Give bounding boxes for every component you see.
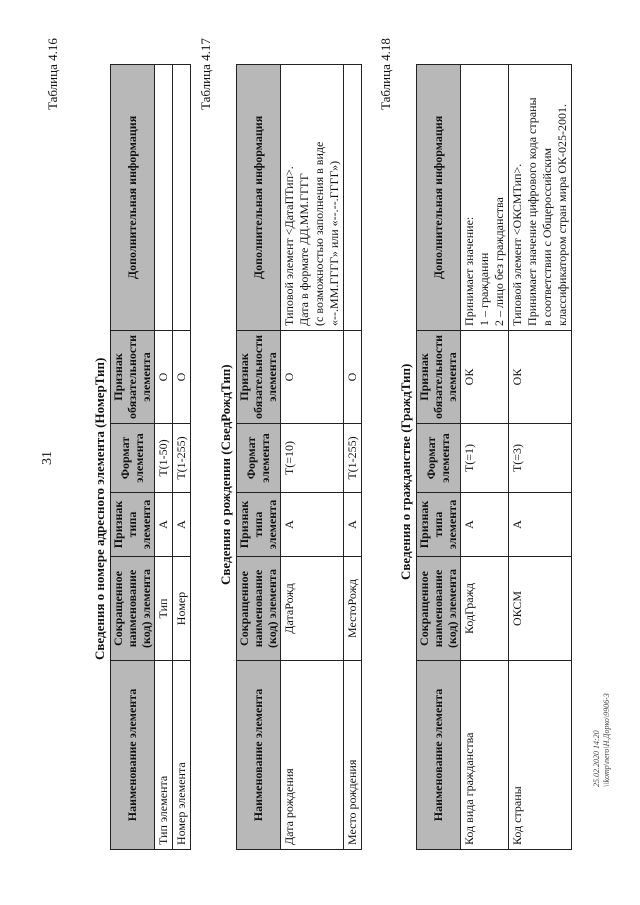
print-stamp — [592, 693, 612, 787]
cell-code: Номер — [173, 557, 191, 661]
table-label: Таблица 4.18 — [378, 38, 393, 110]
cell-format: Т(1-255) — [344, 424, 362, 493]
cell-name: Место рождения — [344, 661, 362, 850]
col-header-code: Сокращенное наименование (код) элемента — [111, 557, 155, 661]
cell-type: А — [461, 493, 509, 557]
info-line: в соответствии с Общероссийским — [540, 147, 555, 326]
cell-info — [509, 64, 572, 330]
cell-info — [344, 64, 362, 330]
cell-code: КодГражд — [461, 557, 509, 661]
cell-type: А — [509, 493, 572, 557]
cell-type: А — [155, 493, 173, 557]
col-header-format: Формат элемента — [111, 424, 155, 493]
cell-format: Т(=1) — [461, 424, 509, 493]
info-line: 2 – лицо без гражданства — [492, 197, 507, 326]
stamp-line: 25.02.2020 14:20 — [592, 730, 601, 787]
table-title: Сведения о гражданстве (ГраждТип) — [398, 363, 413, 580]
cell-name: Код страны — [509, 661, 572, 850]
cell-required: О — [155, 330, 173, 423]
table-title: Сведения о номере адресного элемента (НомерТип) — [92, 357, 107, 660]
col-header-format: Формат элемента — [417, 424, 461, 493]
col-header-code: Сокращенное наименование (код) элемента — [417, 557, 461, 661]
cell-code: МестоРожд — [344, 557, 362, 661]
table-row — [461, 64, 509, 849]
cell-name: Номер элемента — [173, 661, 191, 850]
cell-info — [281, 64, 344, 330]
cell-required: О — [344, 330, 362, 423]
col-header-required: Признак обязательности элемента — [111, 330, 155, 423]
col-header-required: Признак обязательности элемента — [237, 330, 281, 423]
info-line: Принимает значение: — [462, 216, 477, 326]
cell-code: ДатаРожд — [281, 557, 344, 661]
table-label: Таблица 4.16 — [45, 38, 60, 110]
cell-code: ОКСМ — [509, 557, 572, 661]
table-row — [173, 64, 191, 849]
cell-type: А — [281, 493, 344, 557]
table-row — [509, 64, 572, 849]
col-header-type: Признак типа элемента — [111, 493, 155, 557]
table-title: Сведения о рождении (СведРождТип) — [218, 364, 233, 585]
cell-name: Код вида гражданства — [461, 661, 509, 850]
info-line: «--.ММ.ГГГГ» или «--.--.ГГГГ») — [327, 160, 342, 326]
cell-required: ОК — [509, 330, 572, 423]
cell-format: Т(=3) — [509, 424, 572, 493]
col-header-name: Наименование элемента — [417, 661, 461, 850]
cell-format: Т(1-50) — [155, 424, 173, 493]
cell-required: О — [173, 330, 191, 423]
info-line: 1 – гражданин — [477, 252, 492, 326]
table-4-16 — [110, 64, 191, 850]
col-header-type: Признак типа элемента — [237, 493, 281, 557]
cell-required: О — [281, 330, 344, 423]
table-4-17 — [236, 64, 362, 850]
col-header-code: Сокращенное наименование (код) элемента — [237, 557, 281, 661]
info-line: классификатором стран мира ОК-025-2001. — [555, 103, 570, 326]
info-line: Дата в формате ДД.ММ.ГГГГ — [297, 173, 312, 326]
col-header-required: Признак обязательности элемента — [417, 330, 461, 423]
col-header-type: Признак типа элемента — [417, 493, 461, 557]
cell-name: Тип элемента — [155, 661, 173, 850]
cell-format: Т(1-255) — [173, 424, 191, 493]
info-line: Типовой элемент <ОКСМТип>. — [510, 163, 525, 326]
info-line: (с возможностью заполнения в виде — [312, 141, 327, 326]
info-line: Принимает значение цифрового кода страны — [525, 97, 540, 326]
cell-required: ОК — [461, 330, 509, 423]
cell-type: А — [173, 493, 191, 557]
col-header-info: Дополнительная информация — [417, 64, 461, 330]
table-row — [281, 64, 344, 849]
stamp-line: \\komp\nero\Н.Дорко\9906-3 — [602, 693, 611, 787]
col-header-info: Дополнительная информация — [111, 64, 155, 330]
table-label: Таблица 4.17 — [198, 38, 213, 110]
page-number: 31 — [40, 451, 55, 465]
cell-info — [173, 64, 191, 330]
info-line: Типовой элемент <ДатаПТип>. — [282, 166, 297, 326]
cell-format: Т(=10) — [281, 424, 344, 493]
table-row — [344, 64, 362, 849]
col-header-name: Наименование элемента — [237, 661, 281, 850]
cell-type: А — [344, 493, 362, 557]
col-header-name: Наименование элемента — [111, 661, 155, 850]
cell-code: Тип — [155, 557, 173, 661]
table-row — [155, 64, 173, 849]
col-header-info: Дополнительная информация — [237, 64, 281, 330]
cell-info — [461, 64, 509, 330]
col-header-format: Формат элемента — [237, 424, 281, 493]
cell-info — [155, 64, 173, 330]
table-4-18 — [416, 64, 572, 850]
cell-name: Дата рождения — [281, 661, 344, 850]
